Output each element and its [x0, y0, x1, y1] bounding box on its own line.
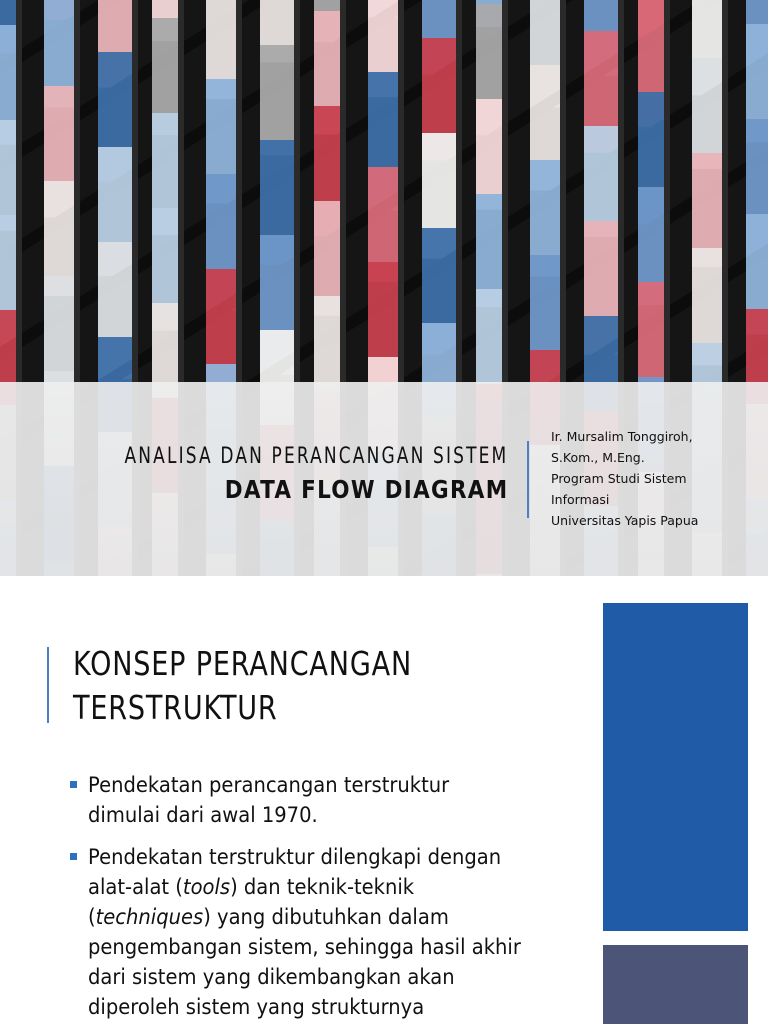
panel-frame [16, 124, 22, 231]
glass-panel [260, 45, 294, 155]
glass-panel [584, 126, 618, 237]
line-text: ) yang dibutuhkan dalam [203, 905, 449, 929]
panel-frame [340, 205, 346, 316]
line-text: pengembangan sistem, sehingga hasil akhir [88, 935, 521, 959]
bullet-line [88, 962, 536, 992]
bullet-line [88, 872, 536, 902]
panel-frame [618, 130, 624, 237]
blue-decorative-block [603, 603, 748, 931]
line-text: ( [88, 905, 96, 929]
bullet-line [88, 932, 536, 962]
presentation-title [62, 444, 508, 504]
bullet-item [70, 770, 570, 830]
bullet-square-icon [70, 853, 77, 860]
author-info [551, 426, 761, 531]
line-text: diperoleh sistem yang strukturnya [88, 995, 425, 1019]
italic-term: tools [182, 875, 231, 899]
glass-panel [0, 120, 16, 231]
slide-title-line: KONSEP PERANCANGAN [73, 644, 413, 683]
bullet-list [70, 770, 570, 1024]
panel-frame [74, 185, 80, 296]
panel-frame [398, 171, 404, 282]
line-text: ) dan teknik-teknik [230, 875, 415, 899]
line-text: dari sistem yang dikembangkan akan [88, 965, 455, 989]
italic-term: techniques [95, 905, 204, 929]
slide-title [73, 642, 467, 730]
slate-decorative-block [603, 945, 748, 1024]
line-text: dimulai dari awal 1970. [88, 803, 318, 827]
slide-title-line: TERSTRUKTUR [73, 688, 278, 727]
bullet-line [88, 800, 536, 830]
author-line: Universitas Yapis Papua [551, 513, 699, 528]
line-text: alat-alat ( [88, 875, 183, 899]
panel-frame [502, 198, 508, 307]
author-line: Program Studi Sistem [551, 471, 687, 486]
author-line: Ir. Mursalim Tonggiroh, [551, 429, 693, 444]
title-accent-line [47, 647, 49, 723]
author-line: S.Kom., M.Eng. [551, 450, 645, 465]
bullet-line [88, 902, 536, 932]
panel-frame [722, 157, 728, 267]
bullet-line [88, 992, 536, 1022]
glass-panel [692, 58, 722, 169]
panel-frame [502, 103, 508, 210]
topic-title: DATA FLOW DIAGRAM [224, 475, 508, 504]
title-divider [527, 441, 529, 518]
bullet-item [70, 842, 570, 1022]
line-text: Pendekatan terstruktur dilengkapi dengan [88, 845, 502, 869]
course-title: ANALISA DAN PERANCANGAN SISTEM [124, 444, 508, 469]
panel-frame [722, 62, 728, 169]
panel-frame [294, 49, 300, 155]
bullet-line [88, 842, 536, 872]
bullet-square-icon [70, 781, 77, 788]
content-slide [0, 576, 768, 1024]
author-line: Informasi [551, 492, 610, 507]
glass-panel [476, 99, 502, 210]
line-text: Pendekatan perancangan terstruktur [88, 773, 450, 797]
bullet-line [88, 770, 536, 800]
